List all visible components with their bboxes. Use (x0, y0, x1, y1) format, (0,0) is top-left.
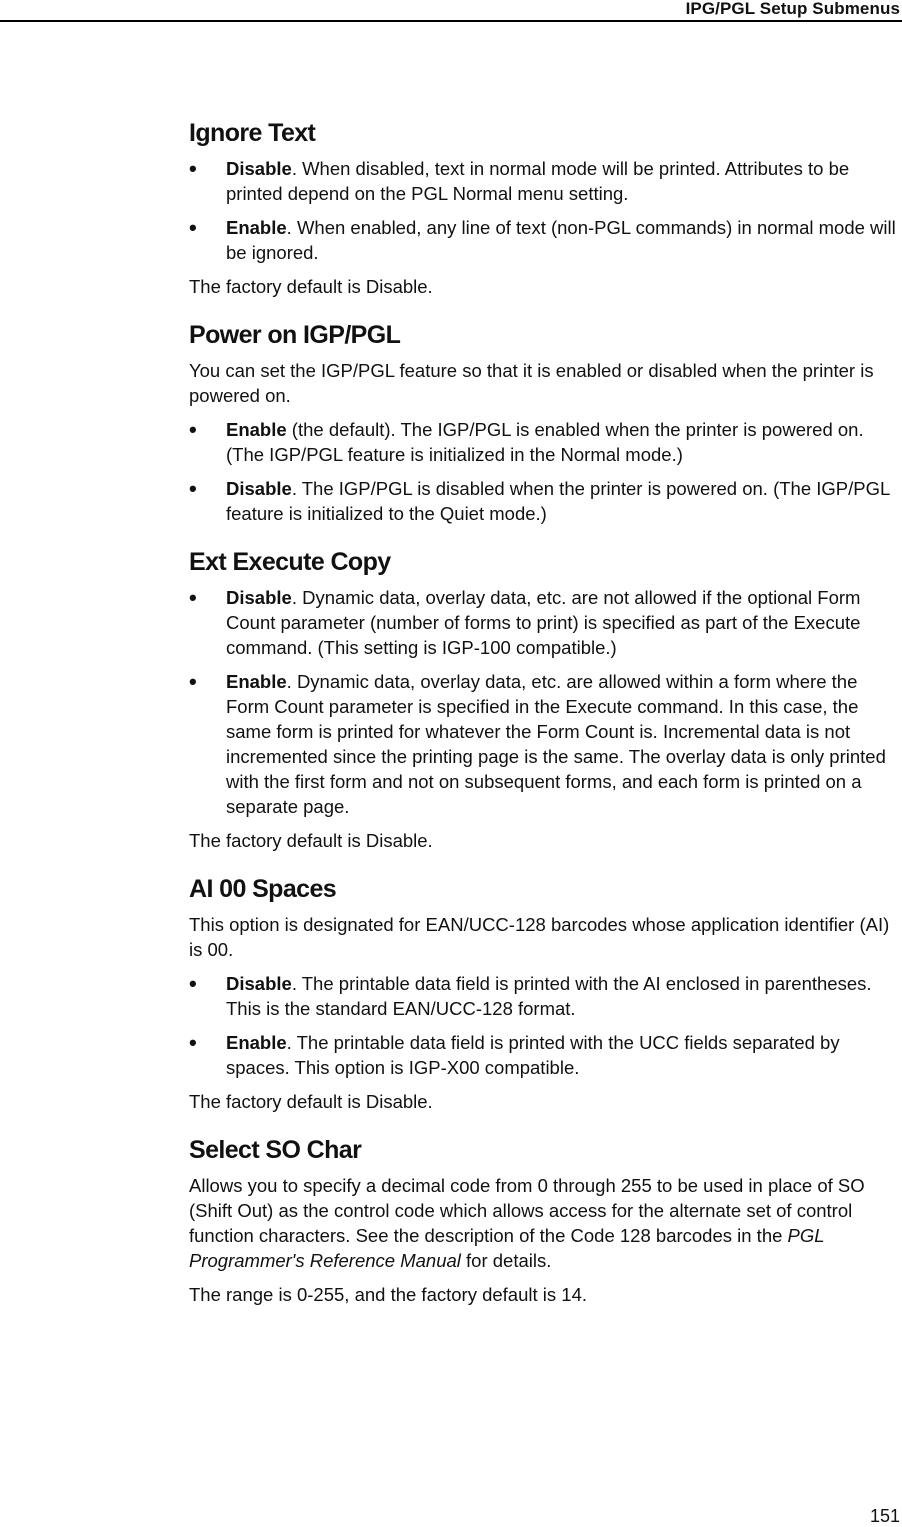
section-select-so-char (189, 1135, 899, 1307)
option-term: Enable (226, 1032, 287, 1053)
option-description: . The printable data field is printed with the UCC fields separated by spaces. This option is IGP-X00 compatible. (226, 1032, 840, 1078)
option-description: (the default). The IGP/PGL is enabled when the printer is powered on. (The IGP/PGL feature is initialized in the Normal mode.) (226, 419, 864, 465)
default-note: The range is 0-255, and the factory default is 14. (189, 1284, 587, 1305)
section-power-on (189, 320, 899, 526)
bullet-icon: • (189, 585, 197, 610)
option-description: . When disabled, text in normal mode will be printed. Attributes to be printed depend on the PGL Normal menu setting. (226, 158, 850, 204)
running-header-title: IPG/PGL Setup Submenus (685, 0, 900, 18)
option-description: . Dynamic data, overlay data, etc. are not allowed if the optional Form Count parameter (number of forms to print) is specified as part of the Execute command. (This setting is IGP-100 compatible.) (226, 587, 861, 658)
bullet-icon: • (189, 971, 197, 996)
option-term: Disable (226, 478, 292, 499)
option-description: . Dynamic data, overlay data, etc. are allowed within a form where the Form Count parameter is specified in the Execute command. In this case, the same form is printed for whatever the Form Count is. Incremental data is not incremented since the printing page is the same. The overlay data is only printed with the first form and not on subsequent forms, and each form is printed on a separate page. (226, 671, 886, 817)
list-item (189, 476, 899, 526)
bullet-icon: • (189, 215, 197, 240)
option-term: Enable (226, 419, 287, 440)
list-item (189, 156, 899, 206)
option-term: Enable (226, 217, 287, 238)
list-item (189, 585, 899, 660)
option-description: . The printable data field is printed with the AI enclosed in parentheses. This is the standard EAN/UCC-128 format. (226, 973, 872, 1019)
bullet-icon: • (189, 1030, 197, 1055)
manual-title: PGL Programmer's Reference Manual (189, 1225, 825, 1271)
option-term: Disable (226, 973, 292, 994)
default-note: The factory default is Disable. (189, 276, 433, 297)
section-intro (189, 1173, 899, 1273)
list-item (189, 971, 899, 1021)
bullet-icon: • (189, 156, 197, 181)
bullet-icon: • (189, 476, 197, 501)
option-term: Enable (226, 671, 287, 692)
list-item (189, 417, 899, 467)
section-intro: You can set the IGP/PGL feature so that it is enabled or disabled when the printer is powered on. (189, 360, 874, 406)
intro-text-end: for details. (460, 1250, 552, 1271)
section-intro: This option is designated for EAN/UCC-128 barcodes whose application identifier (AI) is 00. (189, 914, 890, 960)
option-list (189, 971, 899, 1080)
section-heading: Power on IGP/PGL (189, 321, 401, 349)
section-heading: Ignore Text (189, 119, 316, 147)
section-ai-00-spaces (189, 874, 899, 1114)
page-body (189, 118, 899, 1328)
option-list (189, 585, 899, 819)
section-ext-execute-copy (189, 547, 899, 853)
option-description: . When enabled, any line of text (non-PGL commands) in normal mode will be ignored. (226, 217, 896, 263)
list-item (189, 215, 899, 265)
option-term: Disable (226, 587, 292, 608)
option-list (189, 417, 899, 526)
option-list (189, 156, 899, 265)
section-heading: AI 00 Spaces (189, 875, 337, 903)
list-item (189, 1030, 899, 1080)
option-term: Disable (226, 158, 292, 179)
bullet-icon: • (189, 669, 197, 694)
bullet-icon: • (189, 417, 197, 442)
list-item (189, 669, 899, 819)
default-note: The factory default is Disable. (189, 1091, 433, 1112)
option-description: . The IGP/PGL is disabled when the printer is powered on. (The IGP/PGL feature is initialized to the Quiet mode.) (226, 478, 890, 524)
intro-text: Allows you to specify a decimal code from 0 through 255 to be used in place of SO (Shift Out) as the control code which allows access for the alternate set of control function characters. See the description of the Code 128 barcodes in the (189, 1175, 865, 1246)
running-header (0, 0, 902, 22)
default-note: The factory default is Disable. (189, 830, 433, 851)
section-ignore-text (189, 118, 899, 299)
page-number: 151 (869, 1506, 900, 1526)
section-heading: Ext Execute Copy (189, 548, 391, 576)
section-heading: Select SO Char (189, 1136, 362, 1164)
